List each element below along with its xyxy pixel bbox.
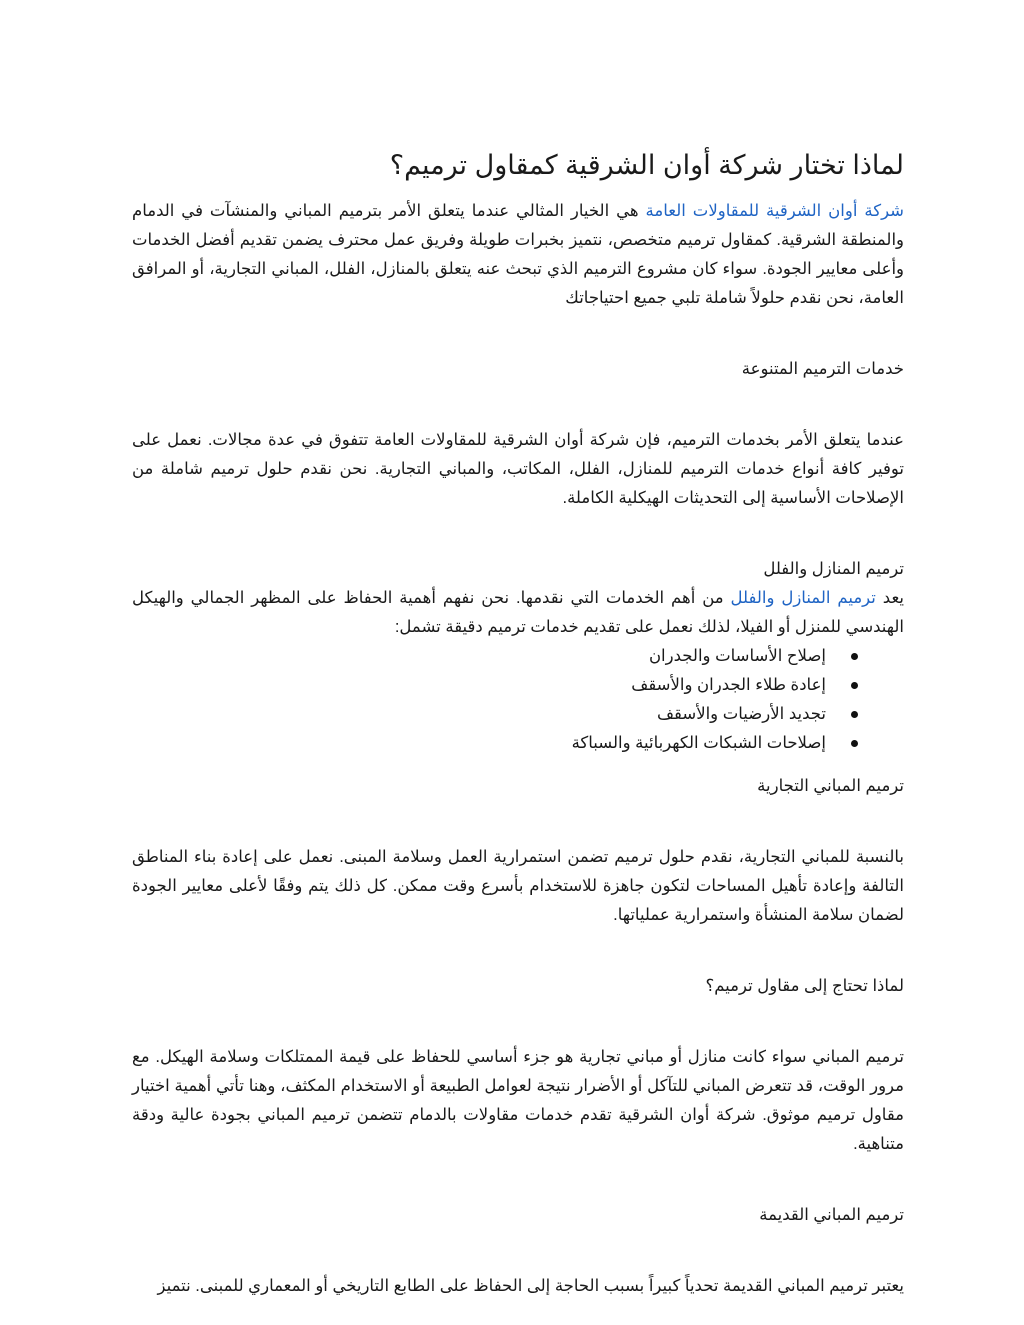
- intro-paragraph: [132, 197, 904, 313]
- section-heading-commercial: ترميم المباني التجارية: [757, 777, 904, 796]
- bullet-icon: [851, 740, 858, 747]
- list-item-label: إصلاحات الشبكات الكهربائية والسباكة: [571, 734, 826, 753]
- section-body-commercial: بالنسبة للمباني التجارية، نقدم حلول ترميم تضمن استمرارية العمل وسلامة المبنى. نعمل على إعادة بناء المناطق التالفة وإعادة تأهيل المساحات لتكون جاهزة للاستخدام بأسرع وقت ممكن. كل ذلك يتم وفقًا لأعلى معايير الجودة لضمان سلامة المنشأة واستمرارية عملياتها.: [132, 848, 904, 925]
- bullet-icon: [851, 653, 858, 660]
- homes-text: من أهم الخدمات التي نقدمها. نحن نفهم أهمية الحفاظ على المظهر الجمالي والهيكل الهندسي للمنزل أو الفيلا، لذلك نعمل على تقديم خدمات ترميم دقيقة تشمل:: [132, 589, 904, 637]
- section-body-old: يعتبر ترميم المباني القديمة تحدياً كبيراً بسبب الحاجة إلى الحفاظ على الطابع التاريخي أو المعماري للمبنى. نتميز: [157, 1277, 904, 1296]
- bullet-icon: [851, 682, 858, 689]
- list-item: [132, 700, 842, 729]
- list-item-label: إصلاح الأساسات والجدران: [648, 647, 826, 666]
- homes-prefix: يعد: [875, 589, 904, 608]
- renovation-services-list: [132, 642, 904, 758]
- section-heading-homes: ترميم المنازل والفلل: [763, 560, 904, 579]
- list-item-label: تجديد الأرضيات والأسقف: [656, 705, 826, 724]
- section-heading-old: ترميم المباني القديمة: [759, 1206, 904, 1225]
- section-body-homes: [132, 584, 904, 642]
- section-heading-why: لماذا تحتاج إلى مقاول ترميم؟: [705, 977, 904, 996]
- page-title: لماذا تختار شركة أوان الشرقية كمقاول ترميم؟: [389, 150, 904, 180]
- section-heading-diverse: خدمات الترميم المتنوعة: [741, 360, 904, 379]
- homes-renovation-link[interactable]: ترميم المنازل والفلل: [730, 589, 876, 608]
- section-body-why: ترميم المباني سواء كانت منازل أو مباني تجارية هو جزء أساسي للحفاظ على قيمة الممتلكات وسلامة الهيكل. مع مرور الوقت، قد تتعرض المباني للتآكل أو الأضرار نتيجة لعوامل الطبيعة أو الاستخدام المكثف، وهنا تأتي أهمية اختيار مقاول ترميم موثوق. شركة أوان الشرقية تقدم خدمات مقاولات بالدمام تتضمن ترميم المباني بجودة عالية ودقة متناهية.: [132, 1048, 904, 1154]
- bullet-icon: [851, 711, 858, 718]
- list-item: [132, 642, 842, 671]
- list-item: [132, 729, 842, 758]
- intro-text: هي الخيار المثالي عندما يتعلق الأمر بترميم المباني والمنشآت في الدمام والمنطقة الشرقية. كمقاول ترميم متخصص، نتميز بخبرات طويلة وفريق عمل محترف يضمن تقديم أفضل الخدمات وأعلى معايير الجودة. سواء كان مشروع الترميم الذي تبحث عنه يتعلق بالمنازل، الفلل، المباني التجارية، أو المرافق العامة، نحن نقدم حلولاً شاملة تلبي جميع احتياجاتك: [132, 202, 904, 308]
- list-item-label: إعادة طلاء الجدران والأسقف: [631, 676, 826, 695]
- list-item: [132, 671, 842, 700]
- document-page: [132, 148, 904, 1301]
- section-body-diverse: عندما يتعلق الأمر بخدمات الترميم، فإن شركة أوان الشرقية للمقاولات العامة تتفوق في عدة مجالات. نعمل على توفير كافة أنواع خدمات الترميم للمنازل، الفلل، المكاتب، والمباني التجارية. نحن نقدم حلول ترميم شاملة من الإصلاحات الأساسية إلى التحديثات الهيكلية الكاملة.: [132, 431, 904, 508]
- company-link[interactable]: شركة أوان الشرقية للمقاولات العامة: [645, 202, 905, 221]
